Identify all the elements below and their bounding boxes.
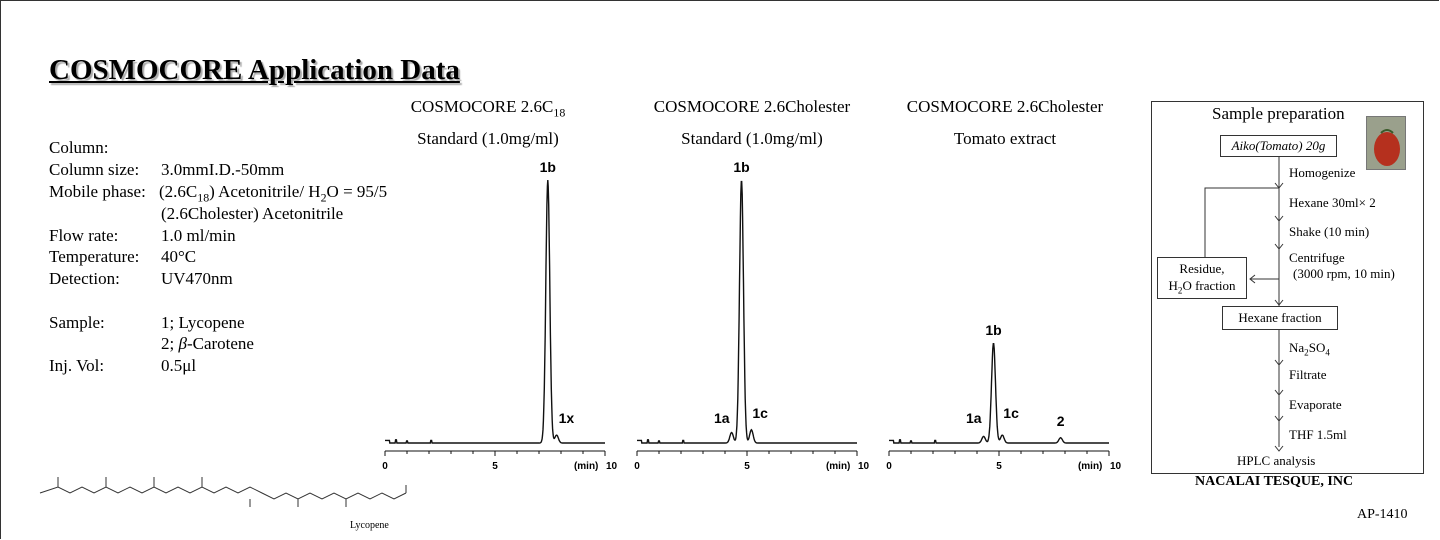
x-tick-label: 5 (744, 461, 750, 472)
step-filtrate: Filtrate (1289, 367, 1327, 382)
sample-2: 2; β-Carotene (161, 334, 254, 353)
peak-label-1c: 1c (752, 404, 768, 421)
step-evaporate: Evaporate (1289, 397, 1342, 412)
mobile-phase-1: $(2.6C_{18})$ Acetonitrile/ $H_2O = 95/5$ (159, 182, 388, 205)
peak-label-1c: 1c (1003, 404, 1019, 421)
chart-1-title: COSMOCORE $2.6C_{18}$ (410, 97, 566, 120)
x-axis-label: (min) (1077, 461, 1103, 472)
chromatogram-2 (632, 155, 872, 475)
page-title: COSMOCORE Application Data (49, 54, 460, 86)
step-hexane: Hexane 30ml× 2 (1289, 195, 1376, 210)
step-centrifuge: Centrifuge (1289, 250, 1345, 265)
step-hplc: HPLC analysis (1237, 453, 1316, 468)
chromatogram-trace (385, 180, 605, 443)
company-name: NACALAI TESQUE, INC (1195, 474, 1354, 489)
step-na2so4: $Na_2SO_4$ (1289, 340, 1330, 358)
chromatogram-3 (884, 155, 1124, 475)
chart-2-subtitle: Standard (1.0mg/ml) (681, 129, 823, 148)
chart-3-title: COSMOCORE 2.6Cholester (906, 97, 1104, 116)
residue-h2o-label: $H_2O$ fraction (1168, 278, 1236, 296)
peak-label-1a: 1a (714, 410, 730, 427)
sample-prep-title: Sample preparation (1212, 104, 1345, 123)
doc-code: AP-1410 (1357, 507, 1408, 522)
x-axis-label: (min) (825, 461, 851, 472)
step-thf: THF 1.5ml (1289, 427, 1347, 442)
peak-label-1x: 1x (558, 410, 575, 427)
chart-3-subtitle: Tomato extract (953, 129, 1057, 148)
lycopene-structure (20, 465, 420, 535)
structure-label: Lycopene (350, 520, 389, 531)
x-tick-label: 10 (858, 461, 870, 472)
x-tick-label: 0 (382, 461, 388, 472)
step-shake: Shake (10 min) (1289, 224, 1370, 239)
chromatogram-1 (380, 155, 620, 475)
step-centrifuge-conditions: (3000 rpm, 10 min) (1293, 266, 1395, 281)
sample-start-node: Aiko(Tomato) 20g (1220, 135, 1337, 157)
chart-2-title: COSMOCORE 2.6Cholester (653, 97, 851, 116)
peak-label-2: 2 (1056, 412, 1065, 429)
peak-label-1b: 1b (733, 159, 750, 175)
residue-node: Residue, $H_2O$ fraction (1157, 257, 1247, 299)
step-homogenize: Homogenize (1289, 165, 1356, 180)
hexane-fraction-node: Hexane fraction (1222, 306, 1338, 330)
x-tick-label: 10 (606, 461, 618, 472)
peak-label-1a: 1a (966, 410, 982, 427)
x-tick-label: 10 (1110, 461, 1122, 472)
peak-label-1b: 1b (985, 322, 1002, 339)
x-tick-label: 0 (886, 461, 892, 472)
x-tick-label: 0 (634, 461, 640, 472)
x-axis-label: (min) (573, 461, 599, 472)
chart-1-subtitle: Standard (1.0mg/ml) (417, 129, 559, 148)
chromatogram-trace (889, 344, 1109, 443)
x-tick-label: 5 (996, 461, 1002, 472)
chromatogram-trace (637, 182, 857, 443)
x-tick-label: 5 (492, 461, 498, 472)
peak-label-1b: 1b (539, 159, 556, 175)
